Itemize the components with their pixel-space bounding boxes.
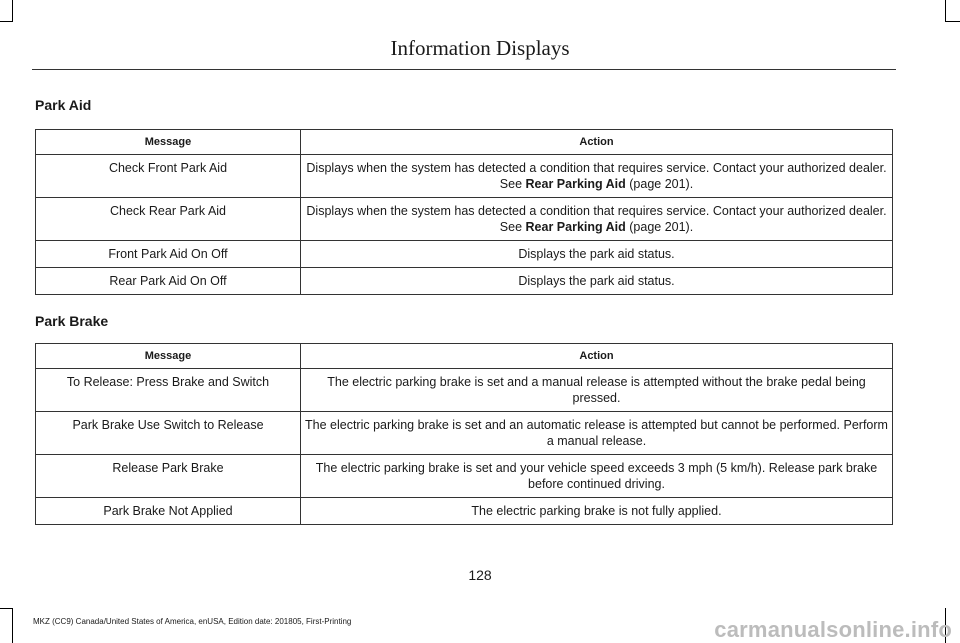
column-header-message: Message	[36, 344, 301, 369]
column-header-action: Action	[301, 344, 893, 369]
message-cell: Rear Park Aid On Off	[36, 268, 301, 295]
action-cell: Displays the park aid status.	[301, 241, 893, 268]
table-row	[36, 155, 893, 198]
action-cell	[301, 155, 893, 198]
table-row	[36, 241, 893, 268]
cross-reference-link[interactable]: Rear Parking Aid	[525, 220, 626, 234]
column-header-action: Action	[301, 130, 893, 155]
table-row	[36, 369, 893, 412]
crop-mark-top-left-v	[12, 0, 13, 22]
cross-reference-link[interactable]: Rear Parking Aid	[525, 177, 626, 191]
crop-mark-bottom-left-h	[0, 608, 13, 609]
crop-mark-top-left-h	[0, 21, 13, 22]
action-cell: Displays the park aid status.	[301, 268, 893, 295]
action-text: Displays when the system has detected a condition that requires service. Contact your authorized dealer. See	[306, 204, 887, 234]
watermark: carmanualsonline.info	[714, 617, 952, 642]
page-reference: (page 201).	[625, 220, 694, 234]
action-cell: The electric parking brake is set and a manual release is attempted without the brake pedal being pressed.	[301, 369, 893, 412]
park-aid-heading: Park Aid	[35, 97, 92, 113]
table-header-row	[36, 130, 893, 155]
crop-mark-bottom-left-v	[12, 608, 13, 643]
park-aid-table	[35, 129, 893, 295]
table-header-row	[36, 344, 893, 369]
action-cell	[301, 198, 893, 241]
table-row	[36, 198, 893, 241]
action-cell: The electric parking brake is set and your vehicle speed exceeds 3 mph (5 km/h). Release park brake before continued driving.	[301, 455, 893, 498]
page-title: Information Displays	[390, 36, 570, 60]
message-cell: To Release: Press Brake and Switch	[36, 369, 301, 412]
page-number: 128	[468, 567, 492, 583]
message-cell: Front Park Aid On Off	[36, 241, 301, 268]
crop-mark-top-right-h	[945, 21, 960, 22]
table-row	[36, 268, 893, 295]
action-cell: The electric parking brake is set and an automatic release is attempted but cannot be performed. Perform a manual release.	[301, 412, 893, 455]
park-brake-heading: Park Brake	[35, 313, 109, 329]
message-cell: Check Rear Park Aid	[36, 198, 301, 241]
table-row	[36, 412, 893, 455]
action-cell: The electric parking brake is not fully applied.	[301, 498, 893, 525]
page-reference: (page 201).	[625, 177, 694, 191]
message-cell: Park Brake Not Applied	[36, 498, 301, 525]
header-rule	[32, 69, 896, 70]
message-cell: Release Park Brake	[36, 455, 301, 498]
message-cell: Check Front Park Aid	[36, 155, 301, 198]
park-brake-table	[35, 343, 893, 525]
column-header-message: Message	[36, 130, 301, 155]
edition-footer: MKZ (CC9) Canada/United States of America, enUSA, Edition date: 201805, First-Printing	[33, 617, 352, 626]
message-cell: Park Brake Use Switch to Release	[36, 412, 301, 455]
crop-mark-top-right-v	[945, 0, 946, 22]
table-row	[36, 498, 893, 525]
table-row	[36, 455, 893, 498]
action-text: Displays when the system has detected a condition that requires service. Contact your authorized dealer. See	[306, 161, 887, 191]
